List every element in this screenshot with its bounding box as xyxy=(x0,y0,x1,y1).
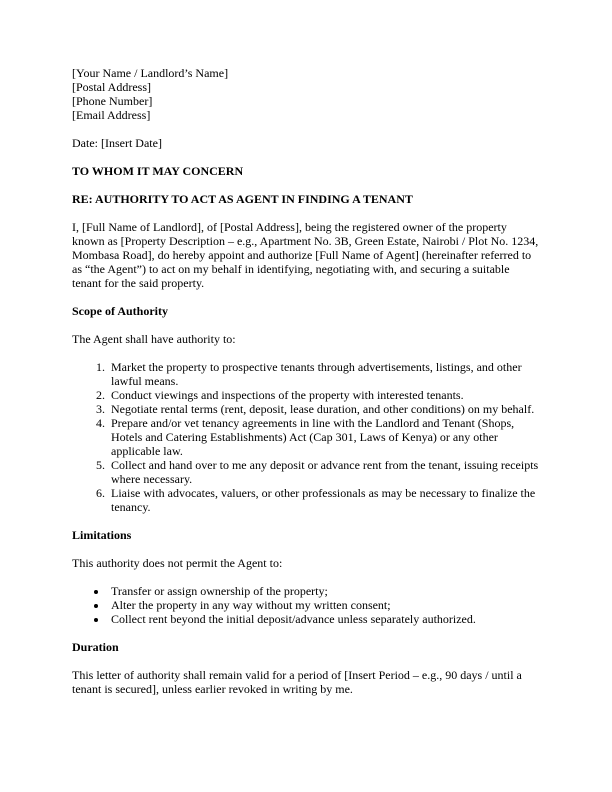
scope-item: 5. Collect and hand over to me any deposit or advance rent from the tenant, issuing receipts where necessary. xyxy=(108,458,540,486)
scope-item: 2. Conduct viewings and inspections of the property with interested tenants. xyxy=(108,388,540,402)
sender-email: [Email Address] xyxy=(72,108,151,122)
date-line: Date: [Insert Date] xyxy=(72,136,162,150)
limitation-item: • Transfer or assign ownership of the property; xyxy=(108,584,540,598)
limitation-item: • Alter the property in any way without my written consent; xyxy=(108,598,540,612)
sender-phone: [Phone Number] xyxy=(72,94,153,108)
sender-name: [Your Name / Landlord’s Name] xyxy=(72,66,229,80)
section-heading-limitations: Limitations xyxy=(72,528,132,542)
opening-paragraph: I, [Full Name of Landlord], of [Postal Address], being the registered owner of the property known as [Property Description – e.g., Apartment No. 3B, Green Estate, Nairobi / Plot No. 1234, Mombasa Road], do hereby appoint and authorize [Full Name of Agent] (hereinafter referred to as “the Agent”) to act on my behalf in identifying, negotiating with, and securing a suitable tenant for the said property. xyxy=(72,220,539,290)
limitation-item: • Collect rent beyond the initial deposit/advance unless separately authorized. xyxy=(108,612,540,626)
scope-item: 3. Negotiate rental terms (rent, deposit, lease duration, and other conditions) on my behalf. xyxy=(108,402,540,416)
salutation-heading: TO WHOM IT MAY CONCERN xyxy=(72,164,244,178)
section-heading-duration: Duration xyxy=(72,640,119,654)
scope-numbered-list xyxy=(72,360,540,514)
limitations-bullet-list xyxy=(72,584,540,626)
scope-item: 4. Prepare and/or vet tenancy agreements in line with the Landlord and Tenant (Shops, Hotels and Catering Establishments) Act (Cap 301, Laws of Kenya) or any other applicable law. xyxy=(108,416,540,458)
sender-address-block xyxy=(72,66,540,122)
limitations-intro: This authority does not permit the Agent to: xyxy=(72,556,283,570)
scope-intro: The Agent shall have authority to: xyxy=(72,332,236,346)
subject-line-heading: RE: AUTHORITY TO ACT AS AGENT IN FINDING A TENANT xyxy=(72,192,413,206)
duration-paragraph: This letter of authority shall remain valid for a period of [Insert Period – e.g., 90 days / until a tenant is secured], unless earlier revoked in writing by me. xyxy=(72,668,522,696)
scope-item: 1. Market the property to prospective tenants through advertisements, listings, and other lawful means. xyxy=(108,360,540,388)
sender-postal-address: [Postal Address] xyxy=(72,80,151,94)
scope-item: 6. Liaise with advocates, valuers, or other professionals as may be necessary to finalize the tenancy. xyxy=(108,486,540,514)
section-heading-scope: Scope of Authority xyxy=(72,304,168,318)
